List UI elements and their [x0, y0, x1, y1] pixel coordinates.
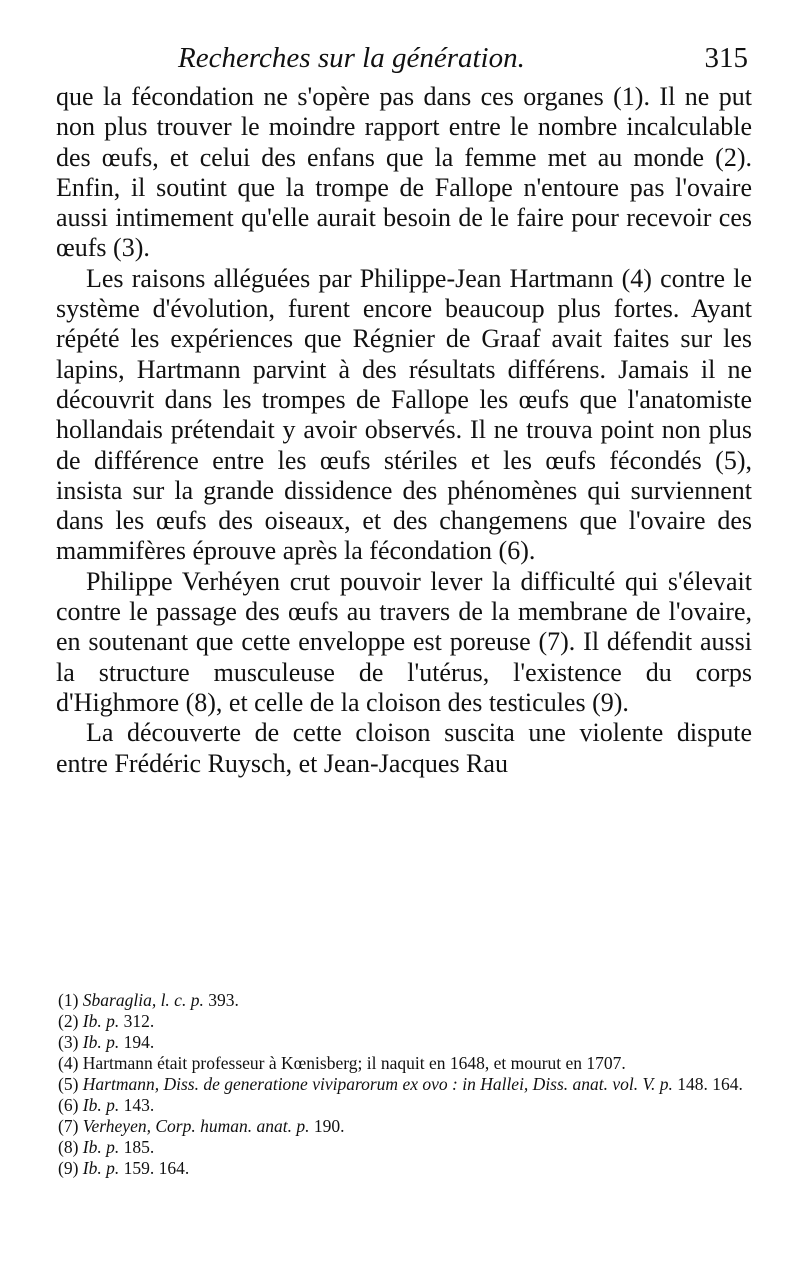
footnote-text: 312.: [123, 1011, 155, 1031]
footnotes: [58, 990, 754, 1179]
footnote-text: 190.: [313, 1116, 345, 1136]
paragraph: La découverte de cette cloison suscita une violente dispute entre Frédéric Ruysch, et Jean-Jacques Rau: [56, 718, 752, 778]
page-number: 315: [704, 42, 748, 74]
footnote-number: (2): [58, 1011, 79, 1031]
footnote-number: (3): [58, 1032, 79, 1052]
footnote-text: 148. 164.: [677, 1074, 743, 1094]
paragraph: Philippe Verhéyen crut pouvoir lever la difficulté qui s'élevait contre le passage des œufs au travers de la membrane de l'ovaire, en soutenant que cette enveloppe est poreuse (7). Il défendit aussi la structure musculeuse de l'utérus, l'existence du corps d'Highmore (8), et celle de la cloison des testicules (9).: [56, 566, 752, 717]
footnote-reference: Ib. p.: [82, 1032, 120, 1052]
footnote: [58, 1074, 754, 1095]
footnote-number: (1): [58, 990, 79, 1010]
footnote-number: (8): [58, 1137, 79, 1157]
footnote: [58, 1116, 754, 1137]
paragraph: que la fécondation ne s'opère pas dans ces organes (1). Il ne put non plus trouver le moindre rapport entre le nombre incalculable des œufs, et celui des enfans que la femme met au monde (2). Enfin, il soutint que la trompe de Fallope n'entoure pas l'ovaire aussi intimement qu'elle aurait besoin de le faire pour recevoir ces œufs (3).: [56, 82, 752, 263]
footnote-reference: Sbaraglia, l. c. p.: [82, 990, 204, 1010]
footnote: [58, 1095, 754, 1116]
footnote-text: 159. 164.: [123, 1158, 190, 1178]
footnote: [58, 1158, 754, 1179]
footnote-reference: Hartmann, Diss. de generatione viviparorum ex ovo : in Hallei, Diss. anat. vol. V. p.: [82, 1074, 673, 1094]
footnote: [58, 1011, 754, 1032]
footnote-reference: Ib. p.: [82, 1095, 120, 1115]
footnote-number: (5): [58, 1074, 79, 1094]
footnote-reference: Ib. p.: [82, 1158, 120, 1178]
running-title: Recherches sur la génération.: [178, 42, 525, 74]
paragraph: Les raisons alléguées par Philippe-Jean Hartmann (4) contre le système d'évolution, furent encore beaucoup plus fortes. Ayant répété les expériences que Régnier de Graaf avait faites sur les lapins, Hartmann parvint à des résultats différens. Jamais il ne découvrit dans les trompes de Fallope les œufs que l'anatomiste hollandais prétendait y avoir observés. Il ne trouva point non plus de différence entre les œufs stériles et les œufs fécondés (5), insista sur la grande dissidence des phénomènes qui surviennent dans les œufs des oiseaux, et des changemens que l'ovaire des mammifères éprouve après la fécondation (6).: [56, 263, 752, 566]
footnote-reference: Ib. p.: [82, 1137, 120, 1157]
footnote: [58, 1032, 754, 1053]
footnote-reference: Verheyen, Corp. human. anat. p.: [82, 1116, 310, 1136]
footnote-text: 185.: [123, 1137, 155, 1157]
footnote-number: (4): [58, 1053, 79, 1073]
body-text: [56, 82, 752, 779]
footnote-text: 194.: [123, 1032, 155, 1052]
footnote-reference: Ib. p.: [82, 1011, 120, 1031]
footnote-text: 393.: [208, 990, 239, 1010]
footnote-text: Hartmann était professeur à Kœnisberg; il naquit en 1648, et mourut en 1707.: [82, 1053, 626, 1073]
footnote-number: (7): [58, 1116, 79, 1136]
footnote-number: (9): [58, 1158, 79, 1178]
footnote-text: 143.: [123, 1095, 155, 1115]
footnote: [58, 1053, 754, 1074]
page-header: [60, 38, 748, 78]
footnote-number: (6): [58, 1095, 79, 1115]
footnote: [58, 1137, 754, 1158]
footnote: [58, 990, 754, 1011]
